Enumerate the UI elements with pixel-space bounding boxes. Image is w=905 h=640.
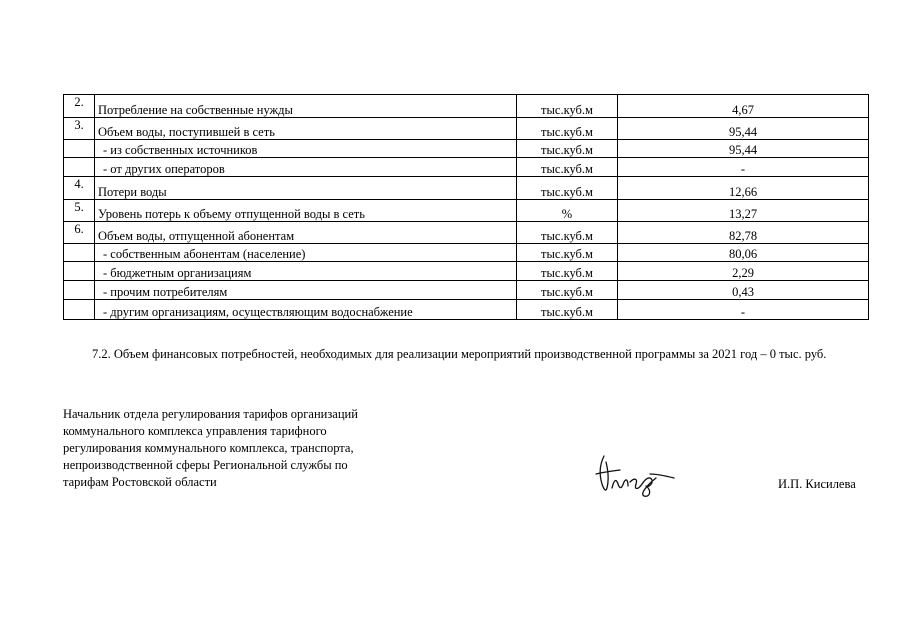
signer-line: непроизводственной сферы Региональной службы по <box>63 458 348 472</box>
signer-line: коммунального комплекса управления тарифного <box>63 424 327 438</box>
row-indicator: Потребление на собственные нужды <box>95 95 517 118</box>
row-number: 5. <box>64 200 95 222</box>
row-unit: тыс.куб.м <box>517 262 618 281</box>
row-number <box>64 140 95 158</box>
handwritten-signature <box>590 452 680 498</box>
table-row <box>64 118 869 140</box>
signer-line: Начальник отдела регулирования тарифов организаций <box>63 407 358 421</box>
row-value: 95,44 <box>618 118 869 140</box>
signer-position <box>63 406 403 491</box>
row-value: 95,44 <box>618 140 869 158</box>
signer-line: тарифам Ростовской области <box>63 475 217 489</box>
row-unit: тыс.куб.м <box>517 222 618 244</box>
row-indicator: - от других операторов <box>95 158 517 177</box>
table-row <box>64 200 869 222</box>
row-unit: тыс.куб.м <box>517 300 618 320</box>
row-unit: тыс.куб.м <box>517 95 618 118</box>
table-row <box>64 281 869 300</box>
row-number <box>64 244 95 262</box>
row-unit: тыс.куб.м <box>517 140 618 158</box>
row-number: 2. <box>64 95 95 118</box>
table-row <box>64 300 869 320</box>
table-row <box>64 244 869 262</box>
row-unit: тыс.куб.м <box>517 177 618 200</box>
financial-needs-paragraph: 7.2. Объем финансовых потребностей, необходимых для реализации мероприятий производственной программы за 2021 год – 0 тыс. руб. <box>92 347 827 361</box>
row-unit: тыс.куб.м <box>517 158 618 177</box>
row-number <box>64 158 95 177</box>
row-value: 4,67 <box>618 95 869 118</box>
row-number <box>64 262 95 281</box>
row-unit: тыс.куб.м <box>517 281 618 300</box>
row-indicator: Уровень потерь к объему отпущенной воды в сеть <box>95 200 517 222</box>
row-value: 2,29 <box>618 262 869 281</box>
row-indicator: Потери воды <box>95 177 517 200</box>
row-indicator: - бюджетным организациям <box>95 262 517 281</box>
row-value: 13,27 <box>618 200 869 222</box>
signer-name: И.П. Кисилева <box>778 477 856 491</box>
signer-line: регулирования коммунального комплекса, транспорта, <box>63 441 354 455</box>
row-indicator: Объем воды, поступившей в сеть <box>95 118 517 140</box>
row-number <box>64 281 95 300</box>
row-indicator: - другим организациям, осуществляющим водоснабжение <box>95 300 517 320</box>
table-row <box>64 222 869 244</box>
table-row <box>64 158 869 177</box>
row-indicator: - собственным абонентам (население) <box>95 244 517 262</box>
row-value: 0,43 <box>618 281 869 300</box>
row-value: 80,06 <box>618 244 869 262</box>
table-row <box>64 95 869 118</box>
row-unit: тыс.куб.м <box>517 244 618 262</box>
row-indicator: - прочим потребителям <box>95 281 517 300</box>
row-indicator: - из собственных источников <box>95 140 517 158</box>
row-number: 4. <box>64 177 95 200</box>
row-number <box>64 300 95 320</box>
water-balance-table <box>63 94 869 320</box>
table-body <box>64 95 869 320</box>
row-value: 12,66 <box>618 177 869 200</box>
row-value: 82,78 <box>618 222 869 244</box>
row-value: - <box>618 158 869 177</box>
row-unit: тыс.куб.м <box>517 118 618 140</box>
row-indicator: Объем воды, отпущенной абонентам <box>95 222 517 244</box>
table-row <box>64 262 869 281</box>
row-value: - <box>618 300 869 320</box>
table-row <box>64 140 869 158</box>
row-number: 3. <box>64 118 95 140</box>
row-unit: % <box>517 200 618 222</box>
row-number: 6. <box>64 222 95 244</box>
table-row <box>64 177 869 200</box>
